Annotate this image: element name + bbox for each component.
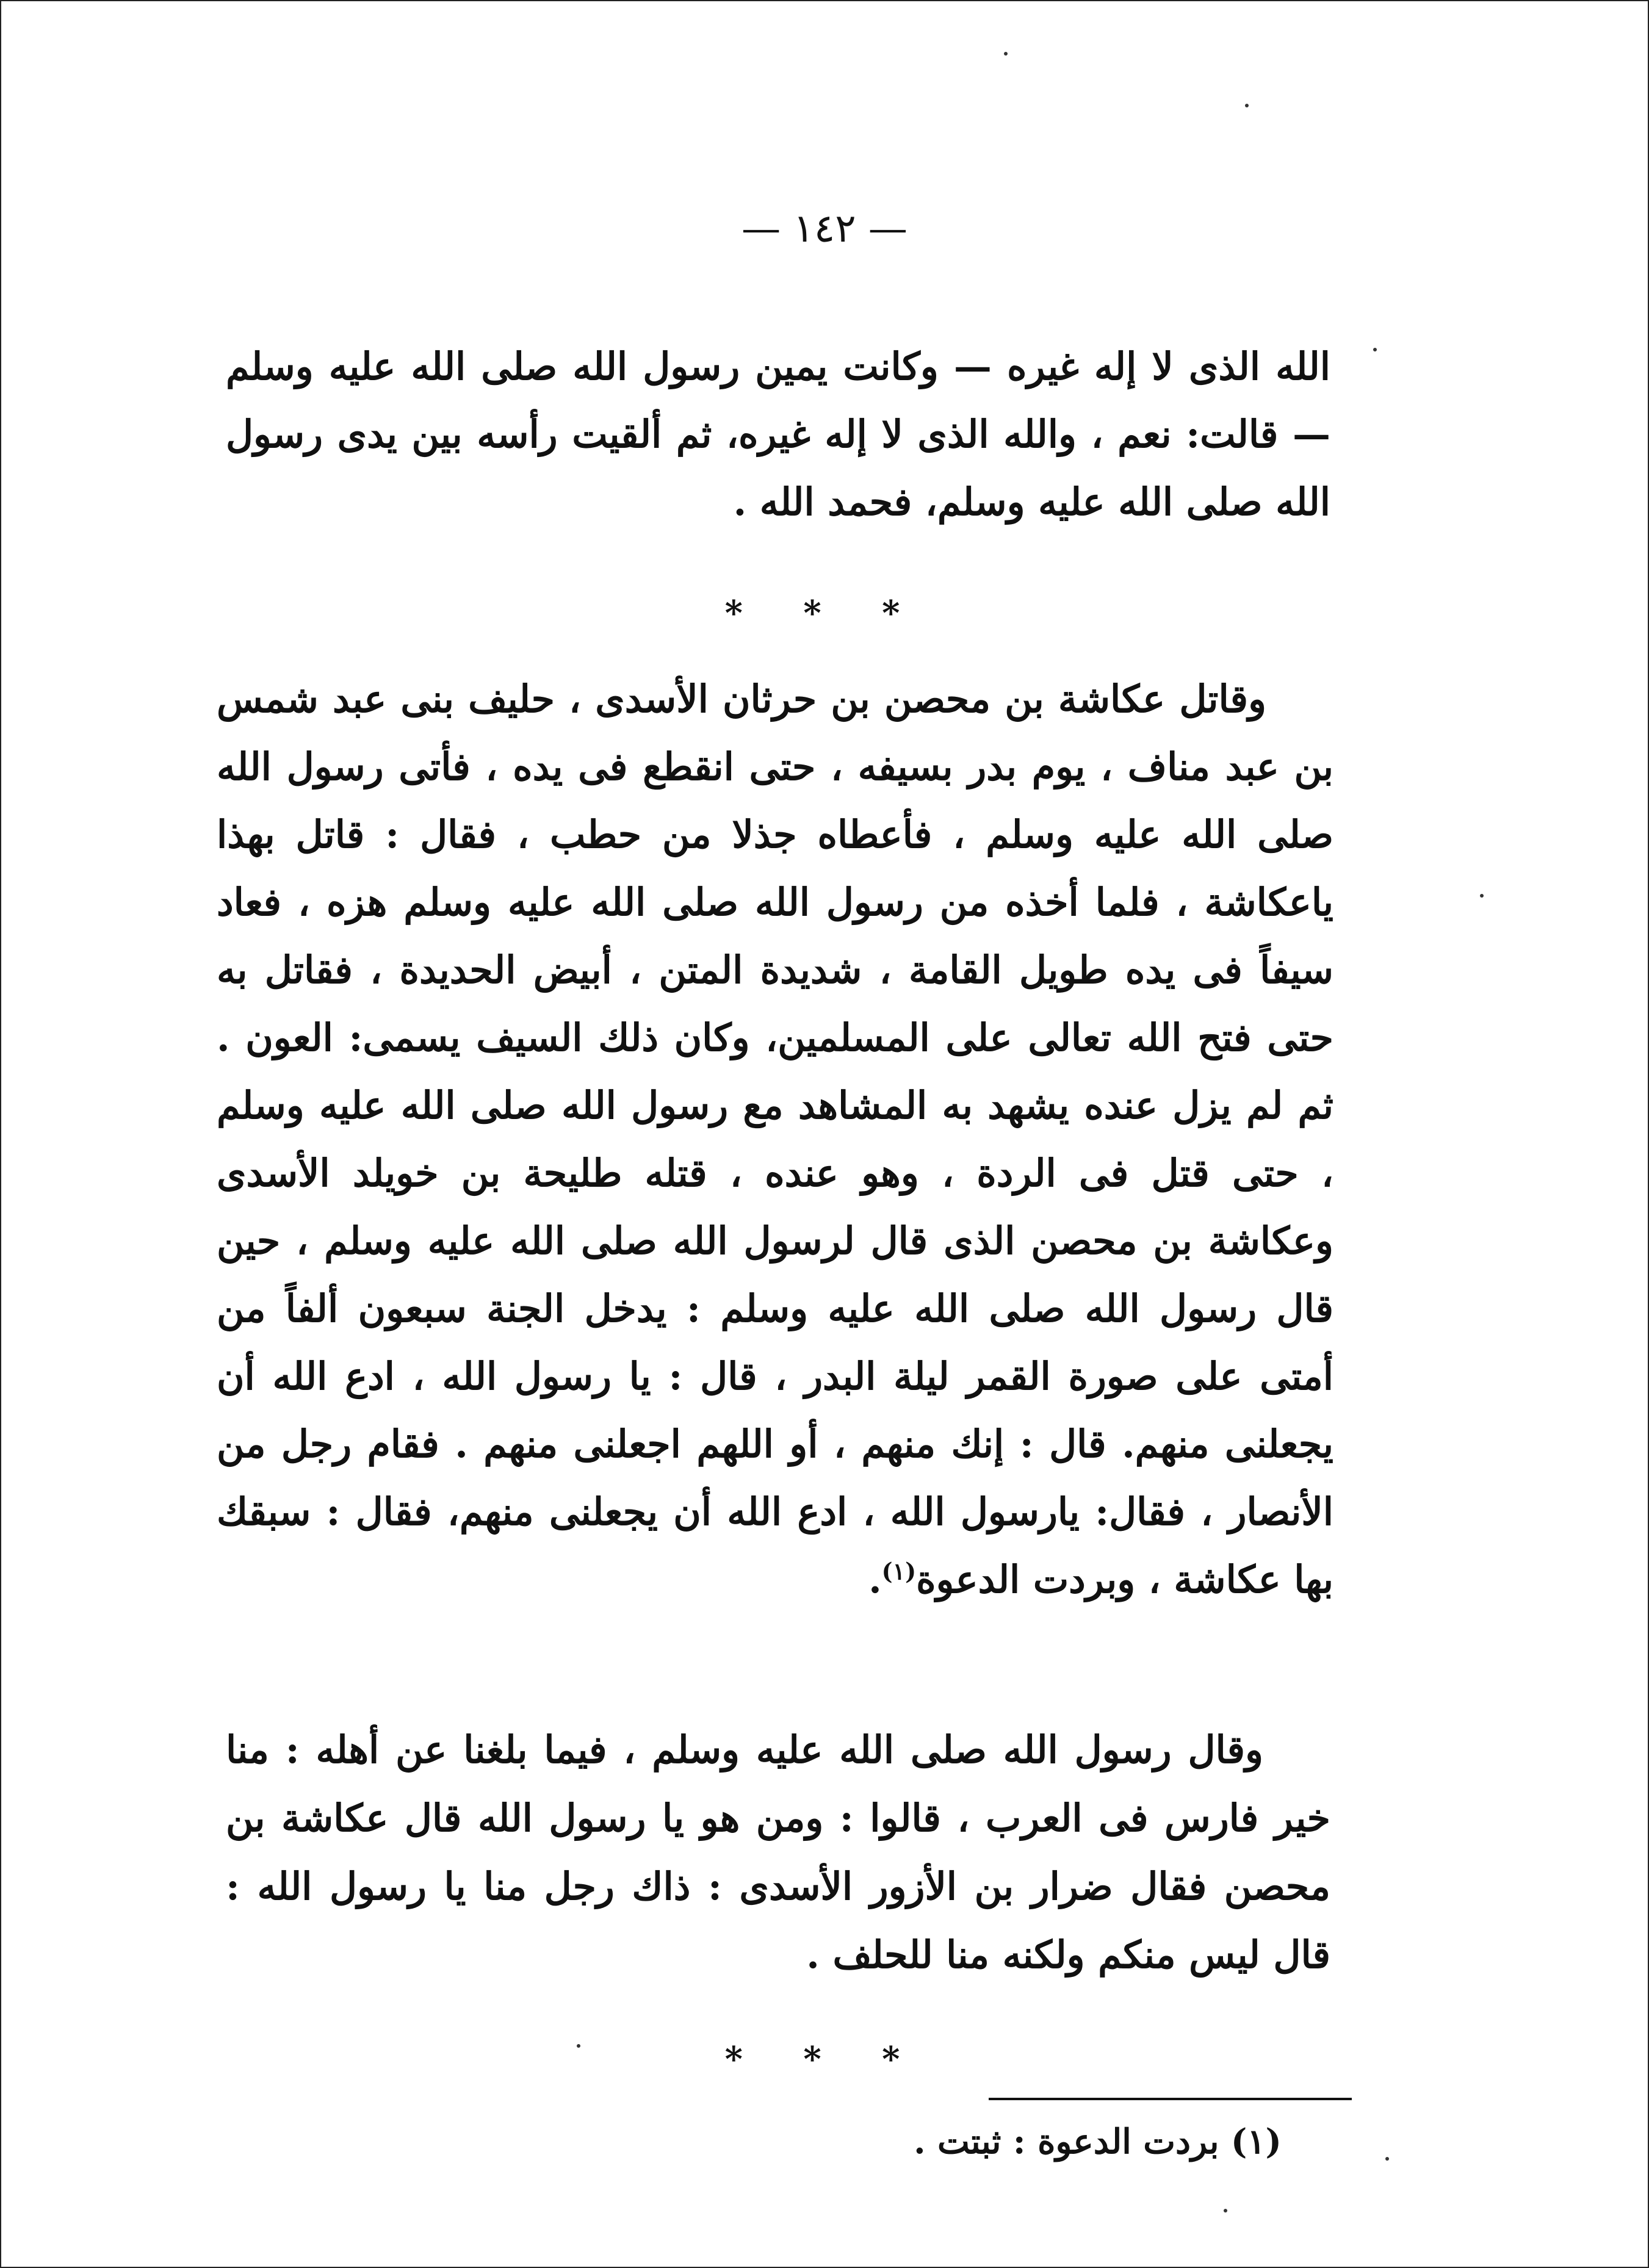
ukasha-paragraph-text: وقاتل عكاشة بن محصن بن حرثان الأسدى ، حليف بنى عبد شمس بن عبد مناف ، يوم بدر بسيفه ، حتى انقطع فى يده ، فأتى رسول الله صلى الله عليه وسلم ، فأعطاه جذلا من حطب ، فقال : قاتل بهذا ياعكاشة ، فلما أخذه من رسول الله صلى الله عليه وسلم هزه ، فعاد سيفاً فى يده طويل القامة ، شديدة المتن ، أبيض الحديدة ، فقاتل به حتى فتح الله تعالى على المسلمين، وكان ذلك السيف يسمى: العون . ثم لم يزل عنده يشهد به المشاهد مع رسول الله صلى الله عليه وسلم ، حتى قتل فى الردة ، وهو عنده ، قتله طليحة بن خويلد الأسدى وعكاشة بن محصن الذى قال لرسول الله صلى الله عليه وسلم ، حين قال رسول الله صلى الله عليه وسلم : يدخل الجنة سبعون ألفاً من أمتى على صورة القمر ليلة البدر ، قال : يا رسول الله ، ادع الله أن يجعلنى منهم. قال : إنك منهم ، أو اللهم اجعلنى منهم . فقام رجل من الأنصار ، فقال: يارسول الله ، ادع الله أن يجعلنى منهم، فقال : سبقك بها عكاشة ، وبردت الدعوة <box>217 677 1333 1602</box>
page-number: — ١٤٢ — <box>742 206 907 251</box>
scan-speck <box>1245 104 1249 107</box>
scan-speck <box>1004 52 1008 56</box>
hadith-paragraph-block <box>226 1716 1330 1989</box>
intro-paragraph: الله الذى لا إله غيره — وكانت يمين رسول الله صلى الله عليه وسلم — قالت: نعم ، والله الذى لا إله غيره، ثم ألقيت رأسه بين يدى رسول الله صلى الله عليه وسلم، فحمد الله . <box>226 344 1330 524</box>
scan-speck <box>1385 2157 1389 2161</box>
footnote-marker: (١) <box>881 1557 917 1585</box>
section-separator-bottom: * * * <box>724 2039 925 2079</box>
hadith-paragraph: وقال رسول الله صلى الله عليه وسلم ، فيما بلغنا عن أهله : منا خير فارس فى العرب ، قالوا : ومن هو يا رسول الله قال عكاشة بن محصن فقال ضرار بن الأزور الأسدى : ذاك رجل منا يا رسول الله : قال ليس منكم ولكنه منا للحلف . <box>226 1727 1330 1977</box>
scan-speck <box>1373 348 1377 351</box>
scan-speck <box>1480 894 1484 898</box>
intro-paragraph-block <box>226 333 1330 536</box>
ukasha-paragraph-block <box>217 665 1333 1613</box>
scan-speck <box>1224 2209 1227 2212</box>
ukasha-paragraph <box>217 665 1333 1613</box>
ukasha-paragraph-end: . <box>868 1557 882 1602</box>
section-separator: * * * <box>724 593 925 633</box>
footnote-divider <box>989 2098 1352 2100</box>
footnote: (١) بردت الدعوة : ثبتت . <box>914 2122 1282 2162</box>
